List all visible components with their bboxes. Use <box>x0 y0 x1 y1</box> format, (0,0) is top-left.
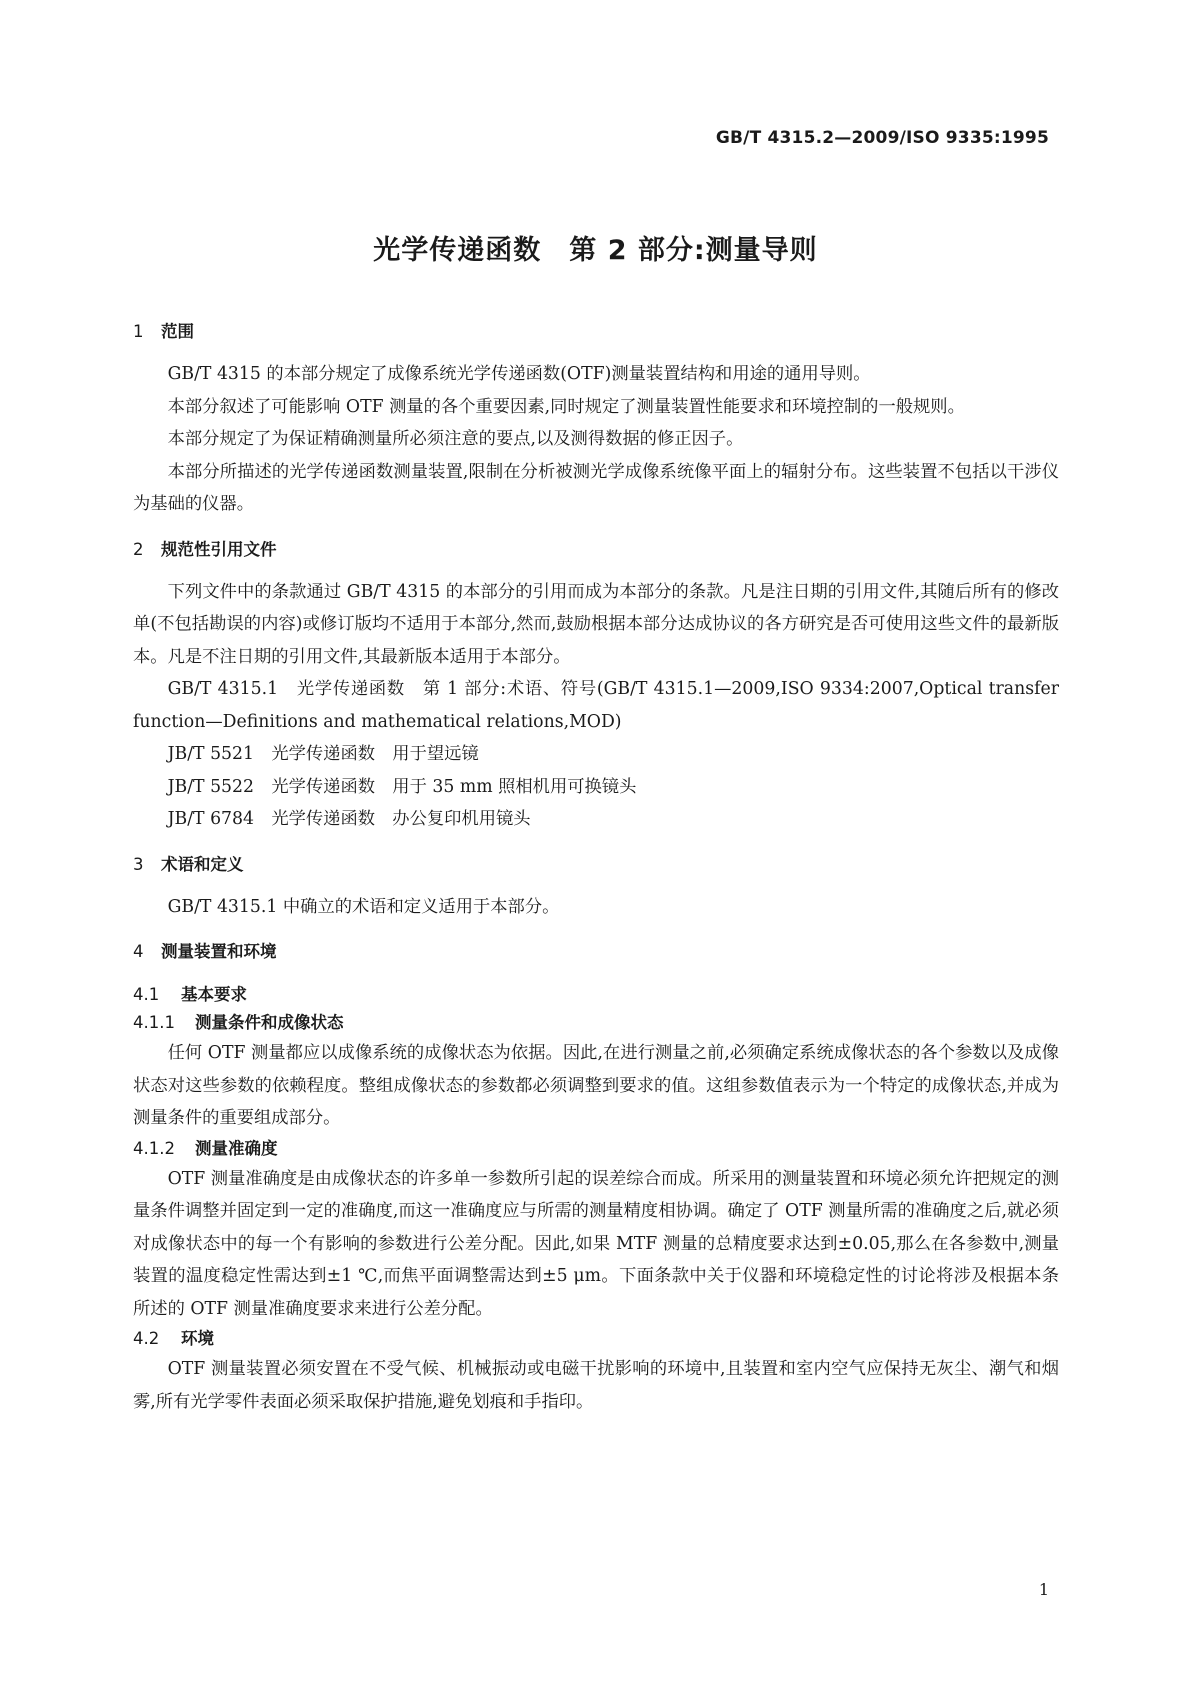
section-number: 4.2 <box>133 1329 160 1348</box>
section-title: 测量装置和环境 <box>161 942 277 961</box>
paragraph: GB/T 4315.1 中确立的术语和定义适用于本部分。 <box>167 896 560 917</box>
section-title: 测量条件和成像状态 <box>195 1013 344 1032</box>
section-4-1-2-heading <box>133 1135 1059 1163</box>
paragraph: OTF 测量装置必须安置在不受气候、机械振动或电磁干扰影响的环境中,且装置和室内空气应保持无灰尘、潮气和烟雾,所有光学零件表面必须采取保护措施,避免划痕和手指印。 <box>133 1359 1059 1412</box>
section-title: 术语和定义 <box>161 854 244 874</box>
section-title: 范围 <box>161 322 194 341</box>
standard-code: GB/T 4315.2—2009/ISO 9335:1995 <box>715 128 1049 148</box>
section-number: 4.1.2 <box>133 1138 175 1158</box>
section-title: 环境 <box>181 1329 214 1348</box>
section-title: 测量准确度 <box>195 1138 278 1158</box>
reference-item: JB/T 6784 光学传递函数 办公复印机用镜头 <box>167 809 531 829</box>
paragraph: 本部分叙述了可能影响 OTF 测量的各个重要因素,同时规定了测量装置性能要求和环境控制的一般规则。 <box>167 396 965 417</box>
section-4-2-heading <box>133 1325 1059 1353</box>
section-number: 4.1.1 <box>133 1013 175 1032</box>
section-4-1-1-heading <box>133 1009 1059 1037</box>
section-3-heading <box>133 851 1059 879</box>
page-number: 1 <box>1038 1580 1049 1599</box>
paragraph: 下列文件中的条款通过 GB/T 4315 的本部分的引用而成为本部分的条款。凡是注日期的引用文件,其随后所有的修改单(不包括勘误的内容)或修订版均不适用于本部分,然而,鼓励根据本部分达成协议的各方研究是否可使用这些文件的最新版本。凡是不注日期的引用文件,其最新版本适用于本部分。 <box>133 581 1059 667</box>
section-number: 1 <box>133 322 144 341</box>
section-number: 2 <box>133 539 144 559</box>
paragraph: GB/T 4315 的本部分规定了成像系统光学传递函数(OTF)测量装置结构和用途的通用导则。 <box>167 364 871 384</box>
section-4-1-heading <box>133 981 1059 1009</box>
section-title: 规范性引用文件 <box>161 539 277 559</box>
paragraph: OTF 测量准确度是由成像状态的许多单一参数所引起的误差综合而成。所采用的测量装置和环境必须允许把规定的测量条件调整并固定到一定的准确度,而这一准确度应与所需的测量精度相协调。确定了 OTF 测量所需的准确度之后,就必须对成像状态中的每一个有影响的参数进行公差分配。因此,如果 MTF 测量的总精度要求达到±0.05,那么在各参数中,测量装置的温度稳定性需达到±1 ℃,而焦平面调整需达到±5 μm。下面条款中关于仪器和环境稳定性的讨论将涉及根据本条所述的 OTF 测量准确度要求来进行公差分配。 <box>133 1168 1059 1319</box>
section-2-heading <box>133 536 1059 564</box>
section-1-heading <box>133 318 1059 346</box>
paragraph: 本部分所描述的光学传递函数测量装置,限制在分析被测光学成像系统像平面上的辐射分布。这些装置不包括以干涉仪为基础的仪器。 <box>133 461 1059 514</box>
reference-item: JB/T 5522 光学传递函数 用于 35 mm 照相机用可换镜头 <box>167 776 637 797</box>
paragraph: 任何 OTF 测量都应以成像系统的成像状态为依据。因此,在进行测量之前,必须确定系统成像状态的各个参数以及成像状态对这些参数的依赖程度。整组成像状态的参数都必须调整到要求的值。这组参数值表示为一个特定的成像状态,并成为测量条件的重要组成部分。 <box>133 1043 1059 1128</box>
paragraph: 本部分规定了为保证精确测量所必须注意的要点,以及测得数据的修正因子。 <box>167 429 744 449</box>
section-title: 基本要求 <box>181 985 247 1004</box>
reference-item: GB/T 4315.1 光学传递函数 第 1 部分:术语、符号(GB/T 4315.1—2009,ISO 9334:2007,Optical transfer function—Definitions and mathematical relations,MOD) <box>133 679 1059 732</box>
document-title: 光学传递函数 第 2 部分:测量导则 <box>373 235 818 266</box>
document-body <box>133 318 1059 1418</box>
section-number: 4.1 <box>133 985 160 1004</box>
reference-item: JB/T 5521 光学传递函数 用于望远镜 <box>167 744 479 764</box>
section-4-heading <box>133 938 1059 966</box>
section-number: 3 <box>133 854 144 874</box>
section-number: 4 <box>133 942 144 961</box>
